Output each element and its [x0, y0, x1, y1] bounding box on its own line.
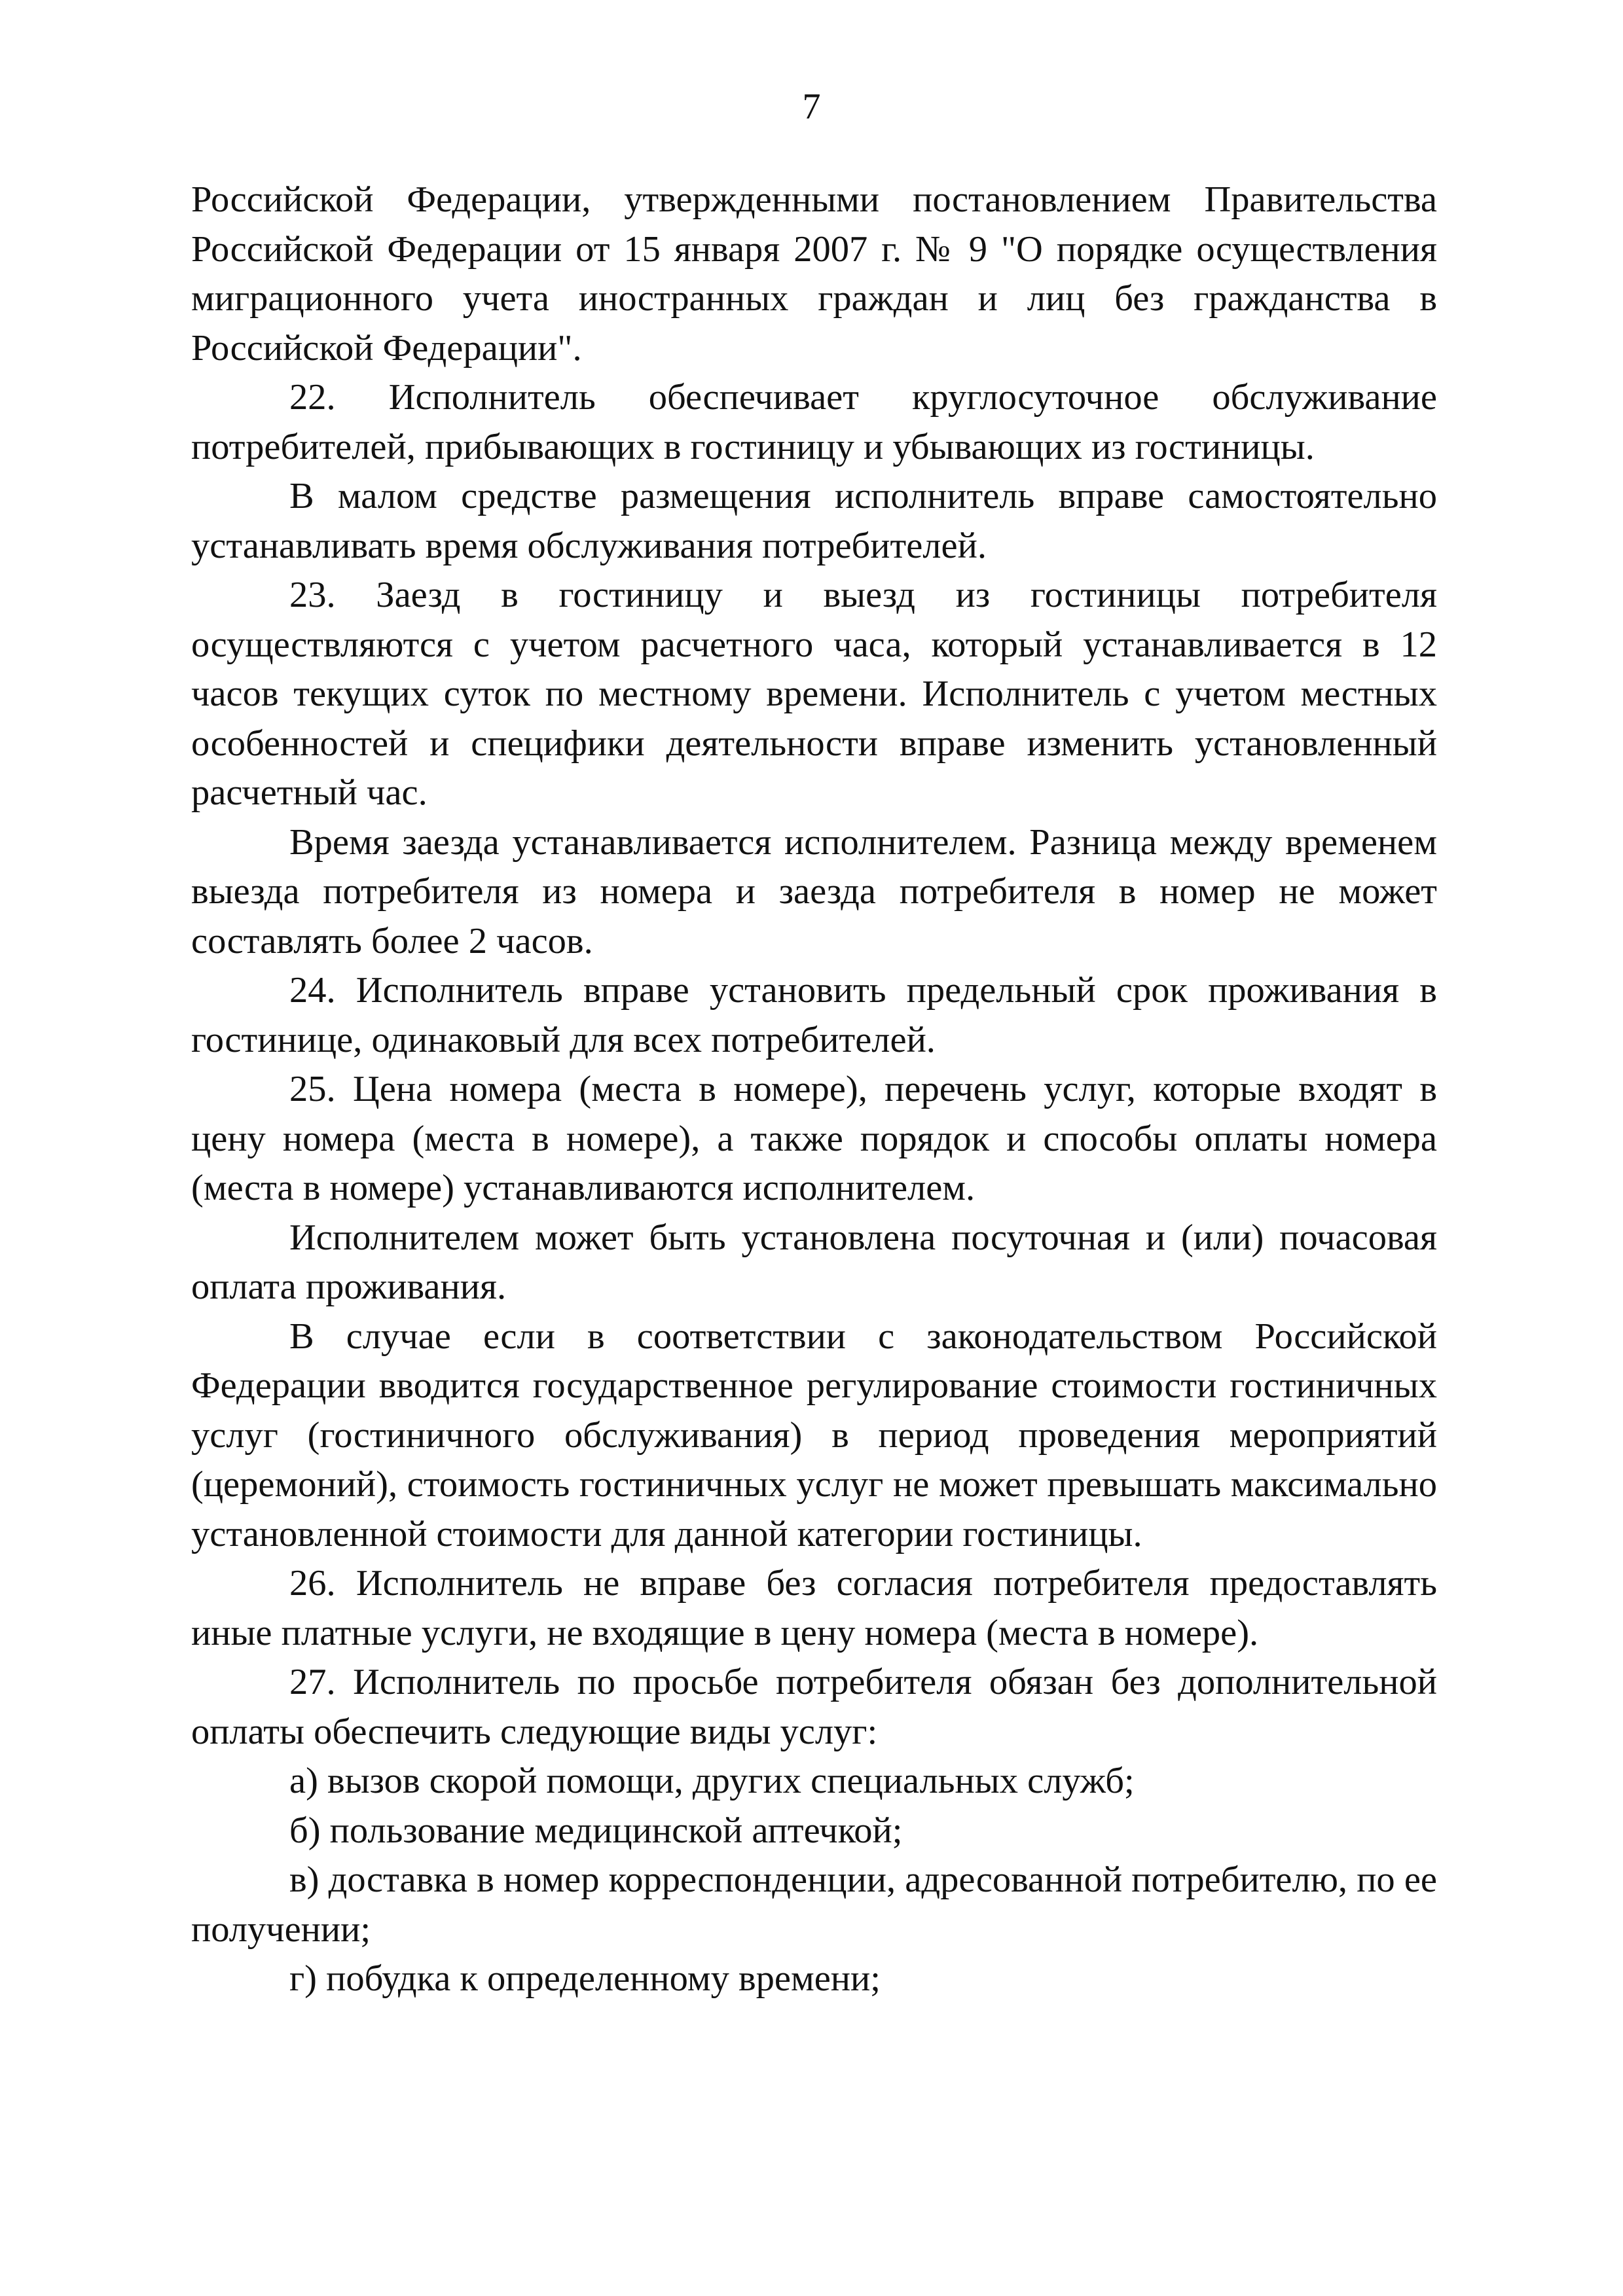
list-item-g: г) побудка к определенному времени;: [289, 1958, 881, 1999]
page-number: 7: [802, 86, 821, 127]
paragraph-item-25: 25. Цена номера (места в номере), перечень услуг, которые входят в цену номера (места в номере), а также порядок и способы оплаты номера (места в номере) устанавливаются исполнителем.: [191, 1069, 1437, 1208]
paragraph-payment-mode: Исполнителем может быть установлена посуточная и (или) почасовая оплата проживания.: [191, 1217, 1437, 1307]
document-body: [191, 175, 1437, 2004]
paragraph-price-regulation: В случае если в соответствии с законодательством Российской Федерации вводится государственное регулирование стоимости гостиничных услуг (гостиничного обслуживания) в период проведения мероприятий (церемоний), стоимость гостиничных услуг не может превышать максимально установленной стоимости для данной категории гостиницы.: [191, 1316, 1437, 1554]
paragraph-item-26: 26. Исполнитель не вправе без согласия потребителя предоставлять иные платные услуги, не входящие в цену номера (места в номере).: [191, 1563, 1437, 1653]
paragraph-continuation: Российской Федерации, утвержденными постановлением Правительства Российской Федерации от 15 января 2007 г. № 9 "О порядке осуществления миграционного учета иностранных граждан и лиц без гражданства в Российской Федерации".: [191, 179, 1437, 368]
list-item-a: а) вызов скорой помощи, других специальных служб;: [289, 1761, 1135, 1801]
paragraph-item-23: 23. Заезд в гостиницу и выезд из гостиницы потребителя осуществляются с учетом расчетного часа, который устанавливается в 12 часов текущих суток по местному времени. Исполнитель с учетом местных особенностей и специфики деятельности вправе изменить установленный расчетный час.: [191, 575, 1437, 813]
list-item-b: б) пользование медицинской аптечкой;: [289, 1810, 903, 1851]
paragraph-check-in-time: Время заезда устанавливается исполнителем. Разница между временем выезда потребителя из номера и заезда потребителя в номер не может составлять более 2 часов.: [191, 821, 1437, 961]
paragraph-item-24: 24. Исполнитель вправе установить предельный срок проживания в гостинице, одинаковый для всех потребителей.: [191, 970, 1437, 1060]
paragraph-item-27: 27. Исполнитель по просьбе потребителя обязан без дополнительной оплаты обеспечить следующие виды услуг:: [191, 1662, 1437, 1752]
paragraph-small-lodging: В малом средстве размещения исполнитель вправе самостоятельно устанавливать время обслуживания потребителей.: [191, 476, 1437, 566]
paragraph-item-22: 22. Исполнитель обеспечивает круглосуточное обслуживание потребителей, прибывающих в гостиницу и убывающих из гостиницы.: [191, 377, 1437, 467]
list-item-v: в) доставка в номер корреспонденции, адресованной потребителю, по ее получении;: [191, 1859, 1437, 1950]
